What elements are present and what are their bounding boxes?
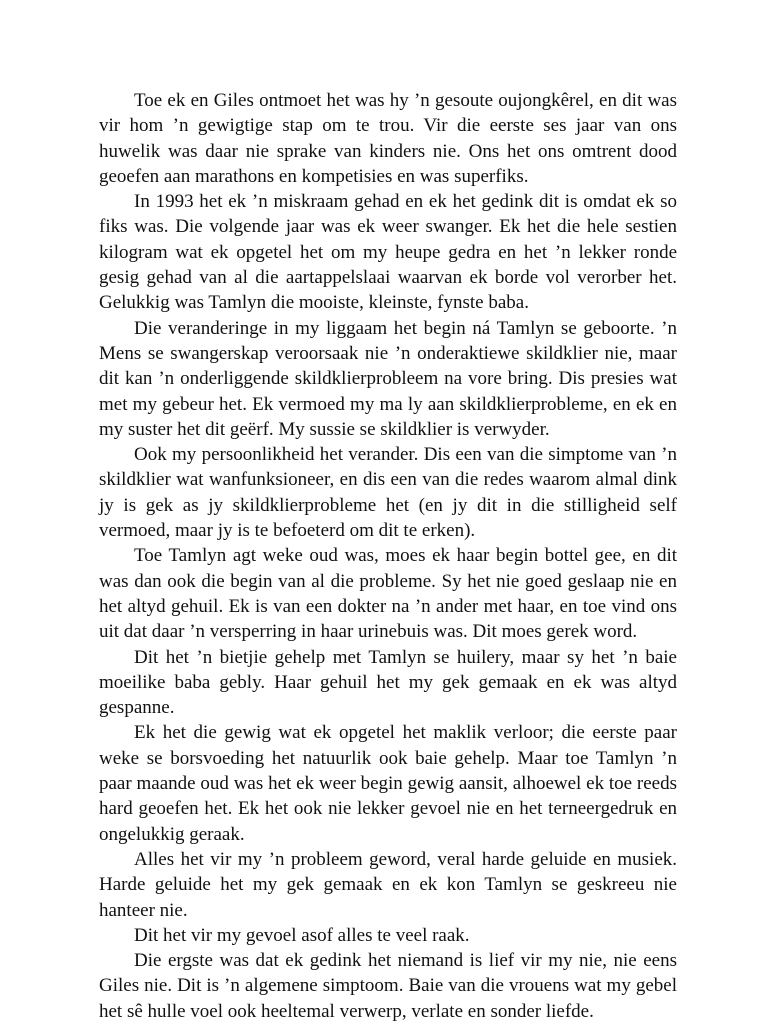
- paragraph-10: Die ergste was dat ek gedink het niemand is lief vir my nie, nie eens Giles nie. Dit is ’n algemene simptoom. Baie van die vrouens wat my gebel het sê hulle voel ook heeltemal verwerp, verlate en sonder liefde.: [99, 950, 677, 1022]
- paragraph-1: Toe ek en Giles ontmoet het was hy ’n gesoute oujongkêrel, en dit was vir hom ’n gewigtige stap om te trou. Vir die eerste ses jaar van ons huwelik was daar nie sprake van kinders nie. Ons het ons omtrent dood geoefen aan marathons en kompetisies en was superfiks.: [99, 90, 677, 187]
- paragraph-5: Toe Tamlyn agt weke oud was, moes ek haar begin bottel gee, en dit was dan ook die begin van al die probleme. Sy het nie goed geslaap nie en het altyd gehuil. Ek is van een dokter na ’n ander met haar, en toe vind ons uit dat daar ’n versperring in haar urinebuis was. Dit moes gerek word.: [99, 545, 677, 643]
- paragraph-7: Ek het die gewig wat ek opgetel het maklik verloor; die eerste paar weke se borsvoeding het natuurlik ook baie gehelp. Maar toe Tamlyn ’n paar maande oud was het ek weer begin gewig aansit, alhoewel ek toe reeds hard geoefen het. Ek het ook nie lekker gevoel nie en het terneergedruk en ongelukkig geraak.: [99, 722, 677, 845]
- paragraph-9: Dit het vir my gevoel asof alles te veel raak.: [134, 924, 470, 946]
- paragraph-6: Dit het ’n bietjie gehelp met Tamlyn se huilery, maar sy het ’n baie moeilike baba gebly. Haar gehuil het my gek gemaak en ek was altyd gespanne.: [99, 646, 677, 719]
- paragraph-2: In 1993 het ek ’n miskraam gehad en ek het gedink dit is omdat ek so fiks was. Die volgende jaar was ek weer swanger. Ek het die hele sestien kilogram wat ek opgetel het om my heupe gedra en het ’n lekker ronde gesig gehad van al die aartappelslaai waarvan ek borde vol verorber het. Gelukkig was Tamlyn die mooiste, kleinste, fynste baba.: [99, 191, 677, 314]
- paragraph-3: Die veranderinge in my liggaam het begin ná Tamlyn se geboorte. ’n Mens se swangerskap veroorsaak nie ’n onderaktiewe skildklier nie, maar dit kan ’n onderliggende skildklierprobleem na vore bring. Dis presies wat met my gebeur het. Ek vermoed my ma ly aan skildklierprobleme, en ek en my suster het dit geërf. My sussie se skildklier is verwyder.: [99, 317, 677, 440]
- paragraph-8: Alles het vir my ’n probleem geword, veral harde geluide en musiek. Harde geluide het my gek gemaak en ek kon Tamlyn se geskreeu nie hanteer nie.: [99, 848, 677, 921]
- document-body: [99, 88, 677, 1024]
- paragraph-4: Ook my persoonlikheid het verander. Dis een van die simptome van ’n skildklier wat wanfunksioneer, en dis een van die redes waarom almal dink jy is gek as jy skildklierprobleme het (en jy dit in die stilligheid self vermoed, maar jy is te befoeterd om dit te erken).: [99, 444, 677, 542]
